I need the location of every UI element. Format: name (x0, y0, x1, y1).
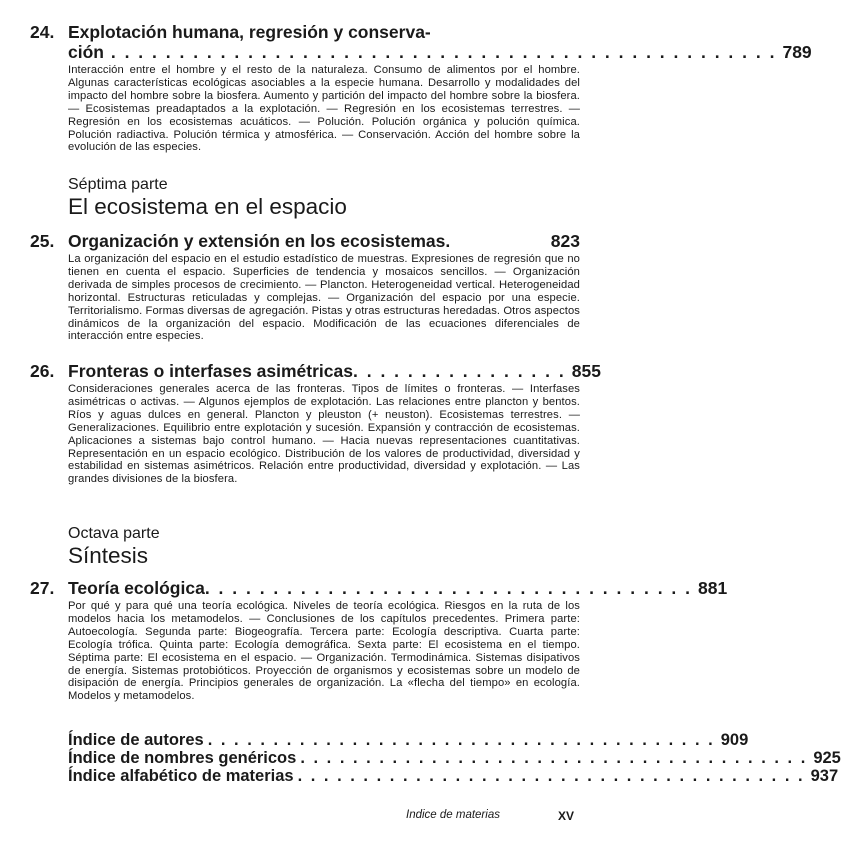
index-list (68, 731, 841, 785)
chapter-title-text: Fronteras o interfases asimétricas (68, 361, 353, 381)
index-title: Índice de autores (68, 731, 204, 749)
chapter-summary: La organización del espacio en el estudio estadístico de muestras. Expresiones de regresión que no tienen en cuenta el espacio. Superficies de tendencia y mosaicos sencillos. — Organización derivada de simples procesos de crecimiento. — Plancton. Heterogeneidad vertical. Heterogeneidad horizontal. Estructuras reticuladas y complejas. — Organización del espacio por una especie. Territorialismo. Formas diversas de agregación. Pistas y otras estructuras heredadas. Otros aspectos dinámicos de la organización del espacio. Modificación de las ecuaciones diferenciales de interacción entre especies. (68, 253, 580, 343)
chapter-title-line1: Explotación humana, regresión y conserva- (68, 22, 431, 42)
chapter-24 (30, 22, 812, 154)
part-title: Síntesis (68, 543, 149, 568)
index-entry (68, 731, 749, 749)
part-eight (68, 525, 160, 569)
chapter-heading (30, 22, 580, 42)
part-label: Octava parte (68, 525, 160, 542)
chapter-summary: Por qué y para qué una teoría ecológica. Niveles de teoría ecológica. Riesgos en la ruta de los modelos hacia los metamodelos. — Conclusiones de los capítulos precedentes. Primera parte: Autoecología. Segunda parte: Biogeografía. Tercera parte: Ecología descriptiva. Cuarta parte: Ecología trófica. Quinta parte: Ecología demográfica. Sexta parte: El ecosistema en el tiempo. Séptima parte: El ecosistema en el espacio. — Organización. Termodinámica. Sistemas disipativos de energía. Sistemas protobióticos. Proyección de organismos y ecosistemas sobre un modelo de disipación de energía. Principios generales de organización. La «flecha del tiempo» en ecología. Modelos y metamodelos. (68, 600, 580, 703)
chapter-27 (30, 578, 728, 703)
index-page: 937 (810, 767, 839, 785)
chapter-heading (30, 231, 580, 251)
chapter-number: 27. (30, 578, 55, 598)
index-entry (68, 749, 841, 767)
chapter-page: 855 (571, 361, 601, 381)
chapter-title (68, 578, 692, 598)
index-title: Índice alfabético de materias (68, 767, 294, 785)
chapter-25 (30, 231, 580, 343)
chapter-title: Organización y extensión en los ecosistemas. (68, 231, 451, 251)
chapter-page: 881 (698, 578, 728, 598)
index-entry (68, 767, 839, 785)
leader-dots: . . . . . . . . . . . . . . . . . . . . . . . . . . . . . . . . . . . . . . . (207, 731, 715, 749)
index-page: 909 (720, 731, 749, 749)
index-title: Índice de nombres genéricos (68, 749, 297, 767)
leader-dots: . . . . . . . . . . . . . . . . . . . . . . . . . . . . . . . . . . . . . . . . . . . . . . . . . (103, 42, 777, 62)
chapter-26 (30, 361, 601, 486)
index-page: 925 (813, 749, 841, 767)
chapter-heading (30, 361, 601, 381)
leader-dots: . . . . . . . . . . . . . . . . . . . . . . . . . . . . . . . . . . . . . . . (297, 767, 805, 785)
chapter-page: 789 (782, 42, 812, 62)
page-number: XV (558, 809, 575, 823)
chapter-title-text: Teoría ecológica (68, 578, 205, 598)
chapter-page: 823 (550, 231, 580, 251)
chapter-title-line2: ción (68, 42, 104, 62)
leader-dots: . . . . . . . . . . . . . . . . . . . . . . . . . . . . . . . . . . . . (204, 578, 693, 598)
part-seven (68, 176, 347, 220)
chapter-heading (30, 578, 728, 598)
leader-dots: . . . . . . . . . . . . . . . . (353, 361, 566, 381)
chapter-summary: Interacción entre el hombre y el resto de la naturaleza. Consumo de alimentos por el hombre. Algunas características ecológicas asociables a la especie humana. Desarrollo y modalidades del impacto del hombre sobre la biosfera. Aumento y partición del impacto del hombre sobre la biosfera. — Ecosistemas preadaptados a la explotación. — Regresión en los ecosistemas terrestres. — Regresión en los ecosistemas acuáticos. — Polución. Polución orgánica y polución química. Polución radiactiva. Polución térmica y atmosférica. — Conservación. Acción del hombre sobre la evolución de las especies. (68, 64, 580, 154)
chapter-summary: Consideraciones generales acerca de las fronteras. Tipos de límites o fronteras. — Interfases asimétricas o activas. — Algunos ejemplos de explotación. Las relaciones entre plancton y bentos. Ríos y aguas dulces en general. Plancton y pleuston (+ neuston). Ecosistemas terrestres. — Generalizaciones. Equilibrio entre explotación y sucesión. Expansión y contracción de ecosistemas. Aplicaciones a sistemas bajo control humano. — Hacia nuevas representaciones cuantitativas. Representación en un espacio ecológico. Distribución de los valores de productividad, diversidad y estabilidad en sistemas asimétricos. Relación entre productividad, diversidad y explotación. — Las grandes divisiones de la biosfera. (68, 383, 580, 486)
chapter-number: 24. (30, 22, 55, 42)
part-title: El ecosistema en el espacio (68, 194, 347, 219)
chapter-heading-line2 (30, 42, 812, 62)
chapter-number: 25. (30, 231, 55, 251)
chapter-number: 26. (30, 361, 55, 381)
leader-dots: . . . . . . . . . . . . . . . . . . . . . . . . . . . . . . . . . . . . . . . (300, 749, 808, 767)
part-label: Séptima parte (68, 176, 168, 193)
running-title: Indice de materias (406, 809, 500, 821)
chapter-title (68, 361, 566, 381)
